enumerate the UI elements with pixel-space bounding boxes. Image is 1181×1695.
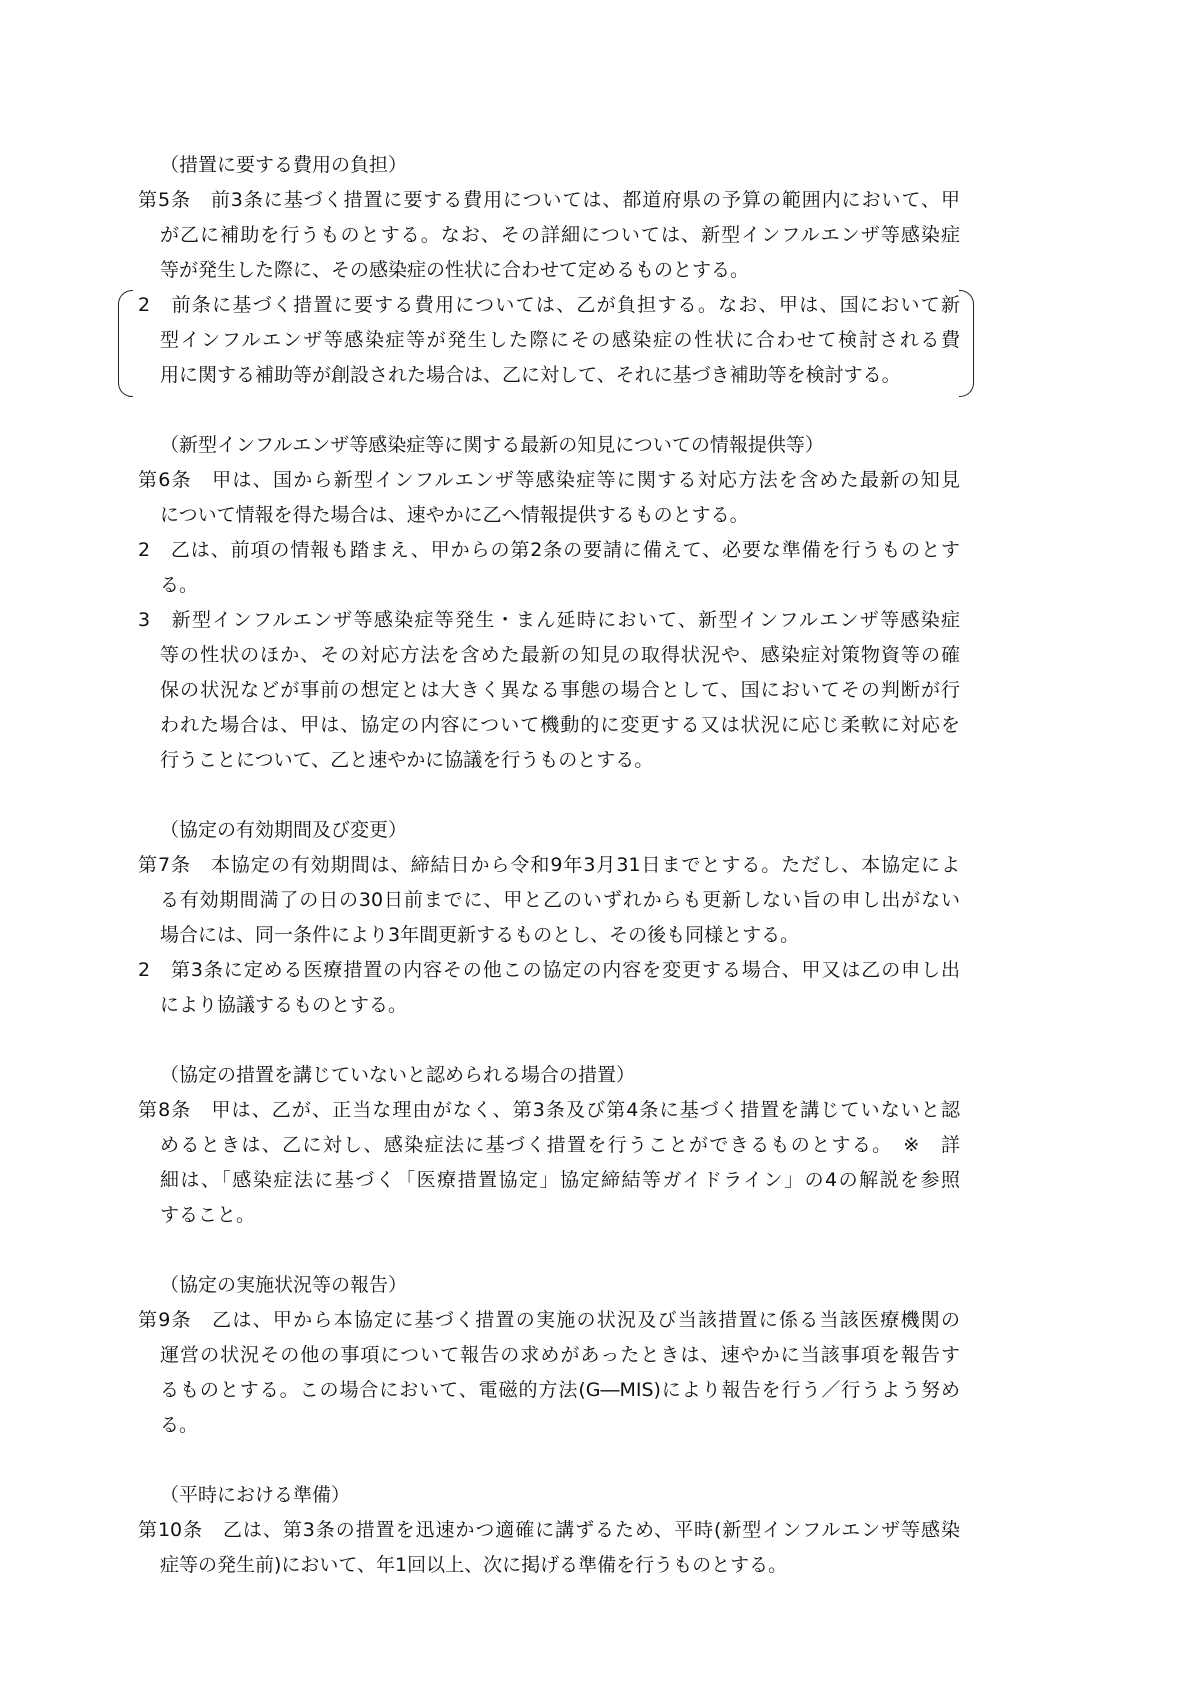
article-heading: （措置に要する費用の負担） [160,154,408,176]
article-heading: （協定の実施状況等の報告） [160,1274,408,1296]
clause-line: 2 前条に基づく措置に要する費用については、乙が負担する。なお、甲は、国において新 [138,294,960,316]
clause-line: 第10条 乙は、第3条の措置を迅速かつ適確に講ずるため、平時(新型インフルエンザ等感染 [138,1519,960,1541]
clause-line: 3 新型インフルエンザ等感染症等発生・まん延時において、新型インフルエンザ等感染症 [138,609,960,631]
article-heading: （協定の有効期間及び変更） [160,819,408,841]
clause-line: 場合には、同一条件により3年間更新するものとし、その後も同様とする。 [160,924,800,946]
clause-line: る。 [160,1414,199,1436]
article-heading: （新型インフルエンザ等感染症等に関する最新の知見についての情報提供等） [160,434,824,456]
article-section [138,813,960,1023]
clause-line: 運営の状況その他の事項について報告の求めがあったときは、速やかに当該事項を報告す [160,1344,960,1366]
clause-line: 第9条 乙は、甲から本協定に基づく措置の実施の状況及び当該措置に係る当該医療機関の [138,1309,960,1331]
clause-line: 第6条 甲は、国から新型インフルエンザ等感染症等に関する対応方法を含めた最新の知見 [138,469,960,491]
clause-paragraph [138,183,960,288]
clause-line: 第5条 前3条に基づく措置に要する費用については、都道府県の予算の範囲内において、甲 [138,189,960,211]
clause-paragraph [138,1513,960,1583]
clause-line: めるときは、乙に対し、感染症法に基づく措置を行うことができるものとする。 ※ 詳 [160,1134,960,1156]
clause-line: 2 第3条に定める医療措置の内容その他この協定の内容を変更する場合、甲又は乙の申し出 [138,959,960,981]
clause-paragraph [138,603,960,778]
clause-line: われた場合は、甲は、協定の内容について機動的に変更する又は状況に応じ柔軟に対応を [160,714,960,736]
clause-line: 等の性状のほか、その対応方法を含めた最新の知見の取得状況や、感染症対策物資等の確 [160,644,960,666]
article-heading: （平時における準備） [160,1484,351,1506]
document-body [138,148,960,1618]
clause-paragraph [138,1303,960,1443]
bracketed-alternative-clause [138,288,960,393]
clause-line: 細は、「感染症法に基づく「医療措置協定」協定締結等ガイドライン」の4の解説を参照 [160,1169,960,1191]
article-heading: （協定の措置を講じていないと認められる場合の措置） [160,1064,636,1086]
clause-line: 行うことについて、乙と速やかに協議を行うものとする。 [160,749,654,771]
article-section [138,1268,960,1443]
clause-line: が乙に補助を行うものとする。なお、その詳細については、新型インフルエンザ等感染症 [160,224,960,246]
clause-paragraph [138,463,960,533]
clause-paragraph [138,953,960,1023]
article-section [138,148,960,393]
clause-line: る。 [160,574,199,596]
article-section [138,1478,960,1583]
clause-line: 保の状況などが事前の想定とは大きく異なる事態の場合として、国においてその判断が行 [160,679,960,701]
clause-line: 型インフルエンザ等感染症等が発生した際にその感染症の性状に合わせて検討される費 [160,329,960,351]
clause-line: る有効期間満了の日の30日前までに、甲と乙のいずれからも更新しない旨の申し出がない [160,889,960,911]
clause-line: 用に関する補助等が創設された場合は、乙に対して、それに基づき補助等を検討する。 [160,364,901,386]
clause-line: すること。 [160,1204,256,1226]
clause-line: 等が発生した際に、その感染症の性状に合わせて定めるものとする。 [160,259,750,281]
article-section [138,1058,960,1233]
left-bracket [118,290,133,397]
right-bracket [959,290,974,397]
clause-line: 2 乙は、前項の情報も踏まえ、甲からの第2条の要請に備えて、必要な準備を行うものとす [138,539,960,561]
article-section [138,428,960,778]
clause-line: 第8条 甲は、乙が、正当な理由がなく、第3条及び第4条に基づく措置を講じていないと認 [138,1099,960,1121]
clause-line: 症等の発生前)において、年1回以上、次に掲げる準備を行うものとする。 [160,1554,788,1576]
clause-paragraph [138,848,960,953]
clause-paragraph [138,1093,960,1233]
clause-paragraph [138,533,960,603]
clause-line: るものとする。この場合において、電磁的方法(G―MIS)により報告を行う／行うよう努め [160,1379,960,1401]
clause-line: について情報を得た場合は、速やかに乙へ情報提供するものとする。 [160,504,749,526]
clause-line: 第7条 本協定の有効期間は、締結日から令和9年3月31日までとする。ただし、本協定によ [138,854,960,876]
clause-line: により協議するものとする。 [160,994,408,1016]
